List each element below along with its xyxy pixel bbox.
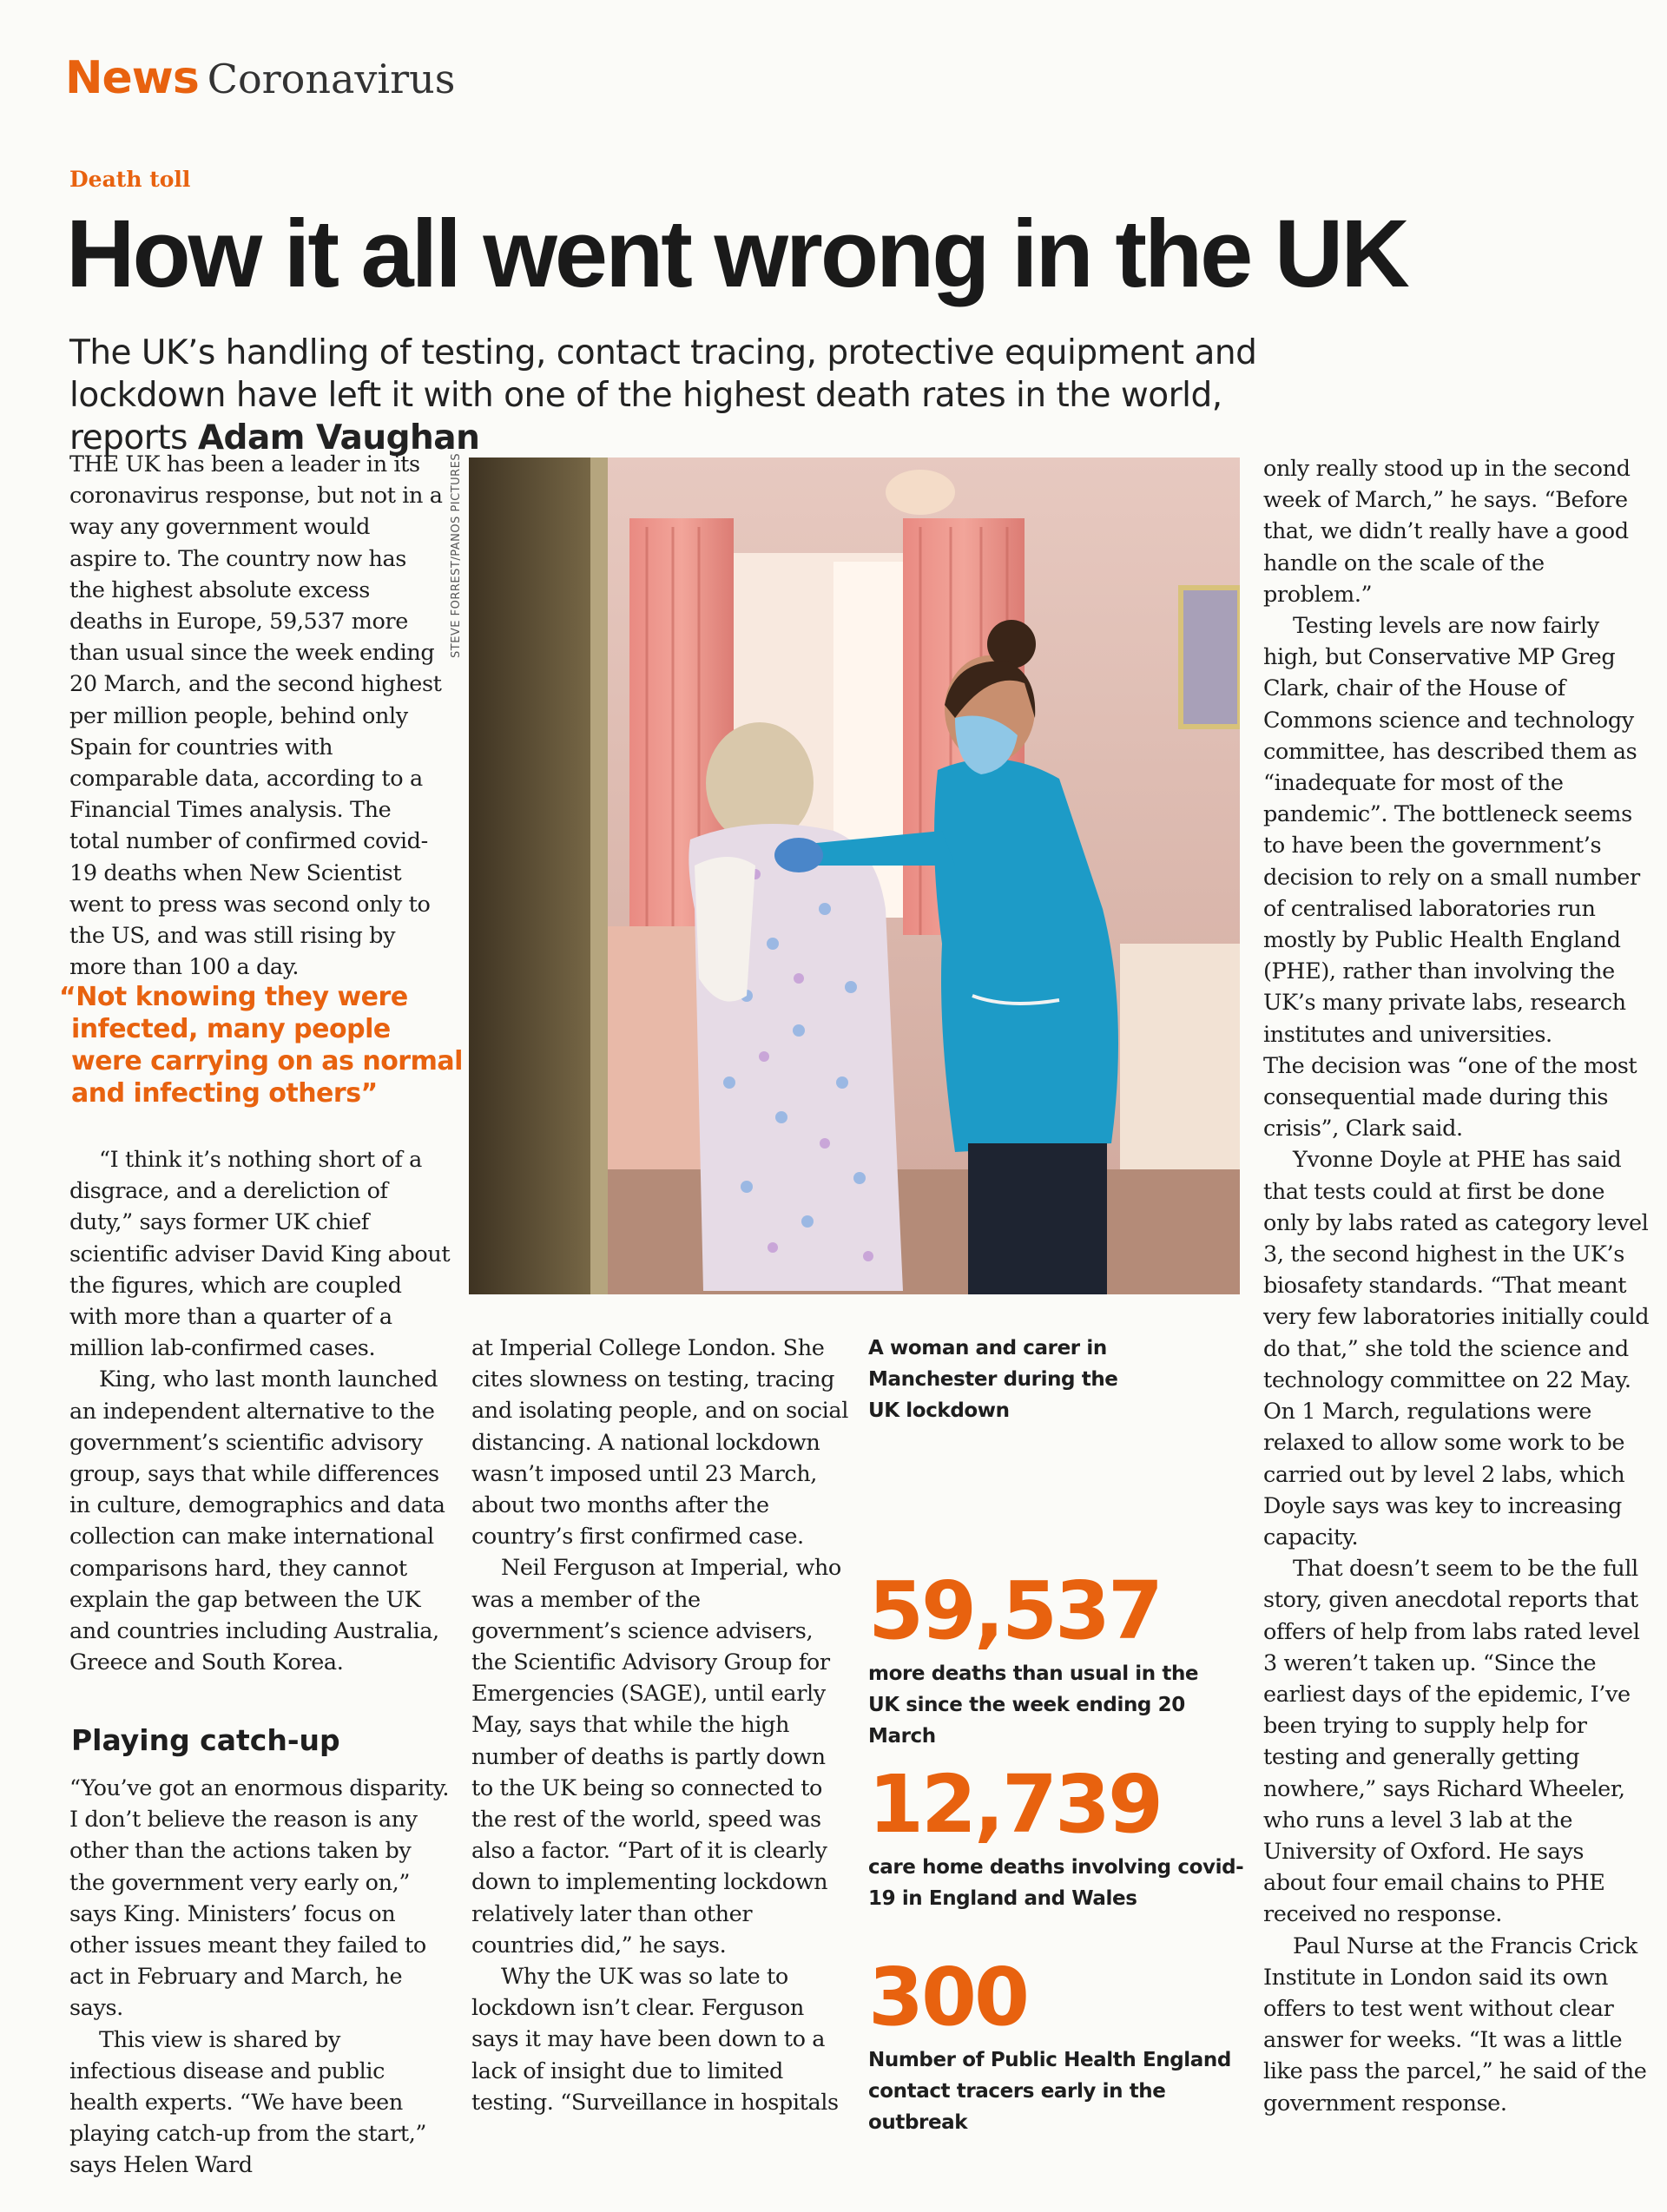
headline: How it all went wrong in the UK — [66, 201, 1407, 307]
pull-quote — [59, 981, 467, 1109]
standfirst-text: The UK’s handling of testing, contact tracing, protective equipment and lockdown have left it with one of the highest death rates in the world, reports — [69, 333, 1257, 458]
body-paragraph: THE UK has been a leader in its coronavirus response, but not in a way any government would aspire to. The country now has the highest absolute excess deaths in Europe, 59,537 more than usual since the week ending 20 March, and the second highest per million people, behind only Spain for countries with comparable data, according to a Financial Times analysis. The total number of confirmed covid-19 deaths when New Scientist went to press was second only to the US, and was still rising by more than 100 a day. — [69, 451, 443, 981]
stat-description: more deaths than usual in the UK since the week ending 20 March — [868, 1662, 1199, 1748]
stat-number: 12,739 — [868, 1758, 1162, 1851]
body-column-1-bottom — [69, 1773, 451, 2182]
photo-caption: A woman and carer in Manchester during the UK lockdown — [868, 1337, 1118, 1422]
body-paragraph: King, who last month launched an independent alternative to the government’s scientific advisory group, says that while differences in culture, demographics and data collection can make international comparisons hard, they cannot explain the gap between the UK and countries including Australia, Greece and South Korea. — [69, 1366, 445, 1676]
body-paragraph: Yvonne Doyle at PHE has said that tests could at first be done only by labs rated as category level 3, the second highest in the UK’s biosafety standards. “That meant very few laboratories initially could do that,” she told the science and technology committee on 22 May. On 1 March, regulations were relaxed to allow some work to be carried out by level 2 labs, which Doyle says was key to increasing capacity. — [1263, 1147, 1650, 1550]
body-paragraph: only really stood up in the second week of March,” he says. “Before that, we didn’t really have a good handle on the scale of the problem.” — [1263, 456, 1631, 608]
body-column-1-middle — [69, 1144, 451, 1678]
body-paragraph: “You’ve got an enormous disparity. I don’t believe the reason is any other than the actions taken by the government very early on,” says King. Ministers’ focus on other issues meant they failed to act in February and March, he says. — [69, 1775, 450, 2022]
stat-description: care home deaths involving covid-19 in England and Wales — [868, 1856, 1244, 1910]
body-paragraph: Testing levels are now fairly high, but Conservative MP Greg Clark, chair of the House of Commons science and technology committee, has described them as “inadequate for most of the pandemic”. The bottleneck seems to have been the government’s decision to rely on a small number of centralised laboratories run mostly by Public Health England (PHE), rather than involving the UK’s many private labs, research institutes and universities. — [1263, 613, 1640, 1048]
stat-number: 300 — [868, 1951, 1028, 2044]
body-paragraph: Why the UK was so late to lockdown isn’t clear. Ferguson says it may have been down to a lack of insight due to limited testing. “Surveillance in hospitals — [471, 1964, 839, 2116]
body-paragraph: at Imperial College London. She cites slowness on testing, tracing and isolating people, and on social distancing. A national lockdown wasn’t imposed until 23 March, about two months after the country’s first confirmed case. — [471, 1335, 848, 1550]
standfirst — [69, 332, 1337, 459]
kicker: Death toll — [69, 167, 191, 192]
stat-block — [868, 1758, 1250, 1914]
body-paragraph: Neil Ferguson at Imperial, who was a member of the government’s science advisers, the Scientific Advisory Group for Emergencies (SAGE), until early May, says that while the high number of deaths is partly down to the UK being so connected to the rest of the world, speed was also a factor. “Part of it is clearly down to implementing lockdown relatively later than other countries did,” he says. — [471, 1555, 841, 1959]
section-header — [65, 52, 455, 104]
stat-block — [868, 1564, 1233, 1752]
section-label: News — [65, 52, 199, 104]
article-photo — [469, 458, 1240, 1294]
body-paragraph: “I think it’s nothing short of a disgrace, and a dereliction of duty,” says former UK chief scientific adviser David King about the figures, which are coupled with more than a quarter of a million lab-confirmed cases. — [69, 1147, 451, 1362]
body-paragraph: That doesn’t seem to be the full story, given anecdotal reports that offers of help from labs rated level 3 weren’t taken up. “Since the earliest days of the epidemic, I’ve been trying to supply help for testing and generally getting nowhere,” says Richard Wheeler, who runs a level 3 lab at the University of Oxford. He says about four email chains to PHE received no response. — [1263, 1556, 1640, 1928]
byline-author: Adam Vaughan — [197, 418, 480, 458]
subhead: Playing catch-up — [71, 1723, 340, 1757]
body-column-1-top — [69, 449, 443, 983]
section-topic: Coronavirus — [207, 56, 456, 102]
pull-quote-text: “Not knowing they were infected, many people were carrying on as normal and infecting others” — [59, 982, 463, 1109]
photo-illustration — [469, 458, 1240, 1294]
body-paragraph: Paul Nurse at the Francis Crick Institute in London said its own offers to test went without clear answer for weeks. “It was a little like pass the parcel,” he said of the government response. — [1263, 1932, 1647, 2117]
photo-credit: STEVE FORREST/PANOS PICTURES — [450, 452, 463, 658]
stat-number: 59,537 — [868, 1564, 1162, 1657]
stat-block — [868, 1951, 1233, 2138]
stat-description: Number of Public Health England contact tracers early in the outbreak — [868, 2049, 1231, 2134]
body-column-2 — [471, 1333, 853, 2118]
body-column-3 — [1263, 453, 1650, 2119]
body-paragraph: This view is shared by infectious disease and public health experts. “We have been playing catch-up from the start,” says Helen Ward — [69, 2026, 427, 2179]
body-paragraph: The decision was “one of the most consequential made during this crisis”, Clark said. — [1263, 1052, 1637, 1142]
